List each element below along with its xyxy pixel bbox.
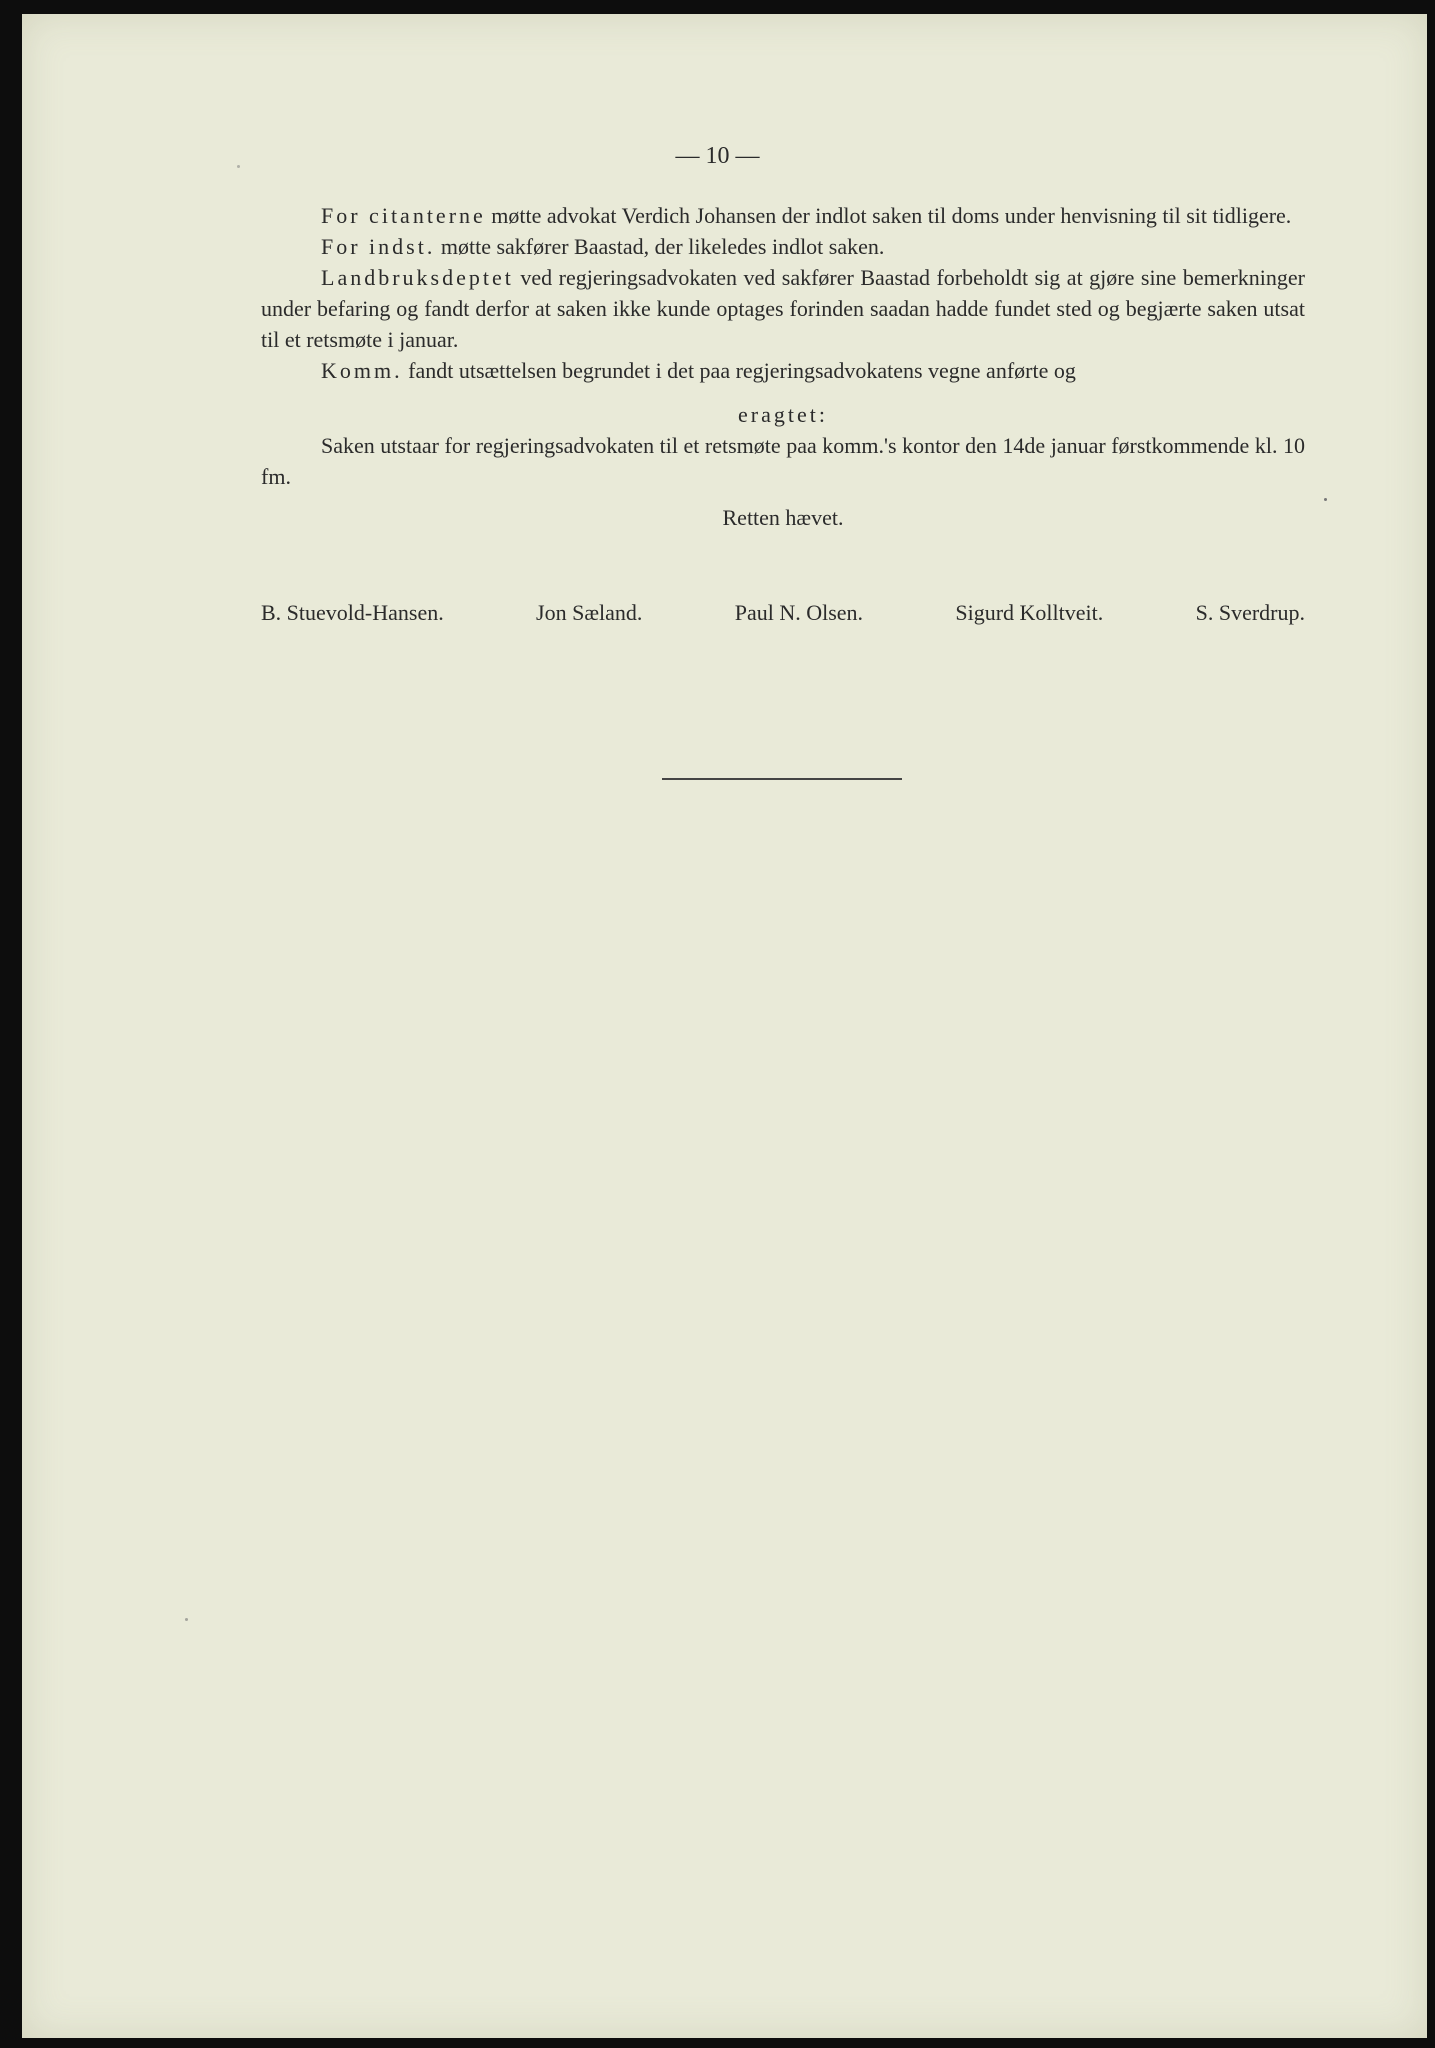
paragraph-lead: For indst.: [321, 234, 436, 259]
signature: Sigurd Kolltveit.: [955, 600, 1104, 625]
ruling-text: Saken utstaar for regjeringsadvokaten til et retsmøte paa komm.'s kontor den 14de januar førstkommende kl. 10 fm.: [261, 433, 1305, 489]
paper-speck: [1324, 498, 1327, 501]
paragraph-landbruksdeptet: [261, 262, 1305, 355]
paragraph-indst: [261, 231, 1305, 262]
paragraph-lead: For citanterne: [321, 203, 486, 228]
paragraph-body: møtte sakfører Baastad, der likeledes indlot saken.: [435, 234, 885, 259]
closing-line: Retten hævet.: [722, 505, 844, 530]
paper-speck: [185, 1618, 188, 1621]
paragraph-citanterne: [261, 200, 1305, 231]
signature: B. Stuevold-Hansen.: [261, 600, 444, 625]
paragraph-body: fandt utsættelsen begrundet i det paa regjeringsadvokatens vegne anførte og: [402, 358, 1076, 383]
signature: Paul N. Olsen.: [734, 600, 864, 625]
paragraph-body: ved regjeringsadvokaten ved sakfører Baastad forbeholdt sig at gjøre sine bemerkninger under befaring og fandt derfor at saken ikke kunde optages forinden saadan hadde fundet sted og begjærte saken utsat til et retsmøte i januar.: [261, 265, 1305, 352]
ruling-heading: eragtet:: [738, 402, 828, 427]
signature: Jon Sæland.: [536, 600, 643, 625]
paragraph-body: møtte advokat Verdich Johansen der indlot saken til doms under henvisning til sit tidligere.: [485, 203, 1292, 228]
paragraph-lead: Landbruksdeptet: [321, 265, 514, 290]
body-text: [261, 200, 1305, 533]
signature: S. Sverdrup.: [1195, 600, 1305, 625]
page-number: — 10 —: [675, 143, 760, 169]
divider-rule: [662, 778, 902, 780]
paper-speck: [237, 165, 240, 168]
signatures: [261, 600, 1305, 626]
paragraph-komm: [261, 355, 1305, 386]
paragraph-lead: Komm.: [321, 358, 403, 383]
